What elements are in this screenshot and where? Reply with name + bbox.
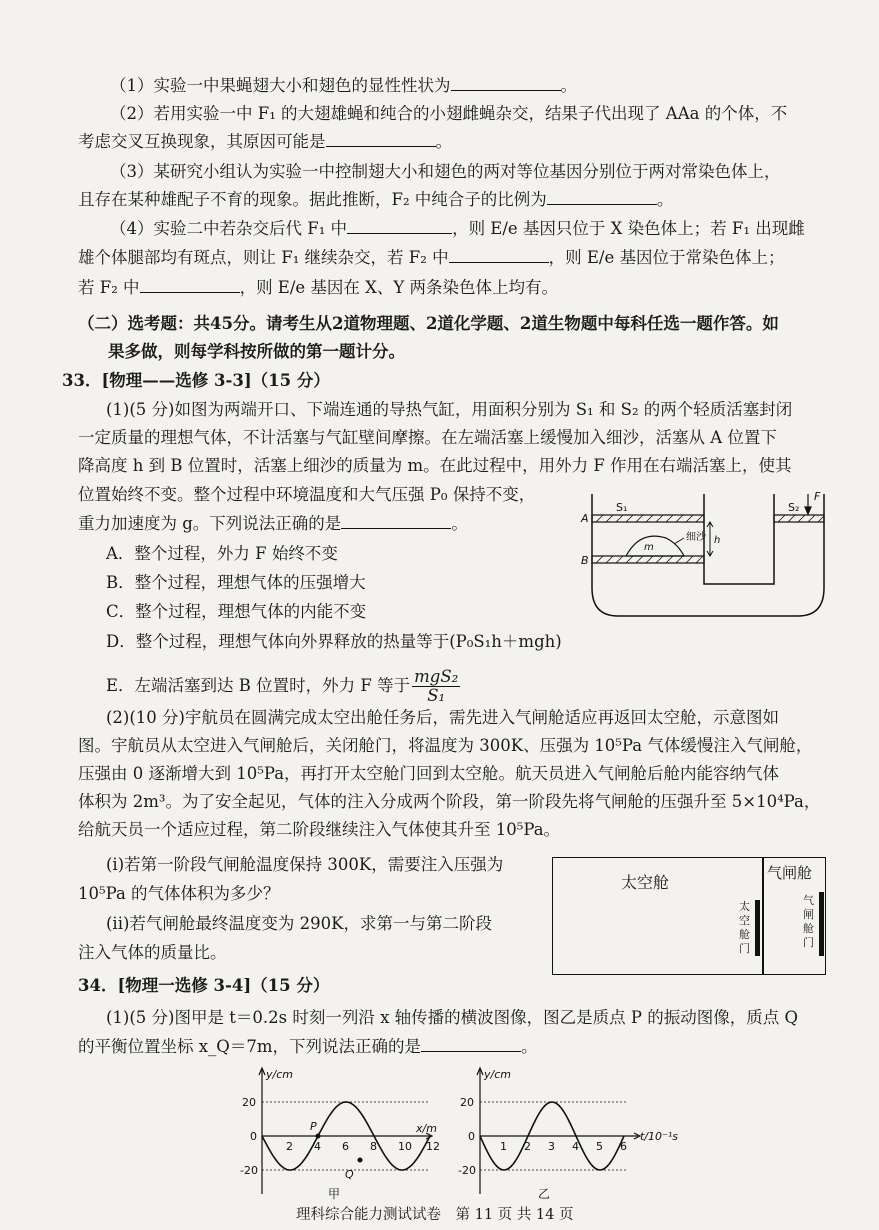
airlock-door [819, 892, 824, 956]
a-yn20: -20 [240, 1164, 258, 1177]
b-xtick-label: 6 [620, 1140, 627, 1153]
space-cabin-door [755, 900, 760, 956]
q33-p2-line3: 压强由 0 逐渐增大到 10⁵Pa，再打开太空舱门回到太空舱。航天员进入气闸舱后舱内能容纳气体 [78, 764, 780, 783]
answer-blank[interactable] [449, 246, 549, 263]
q33-p1-line1: (1)(5 分)如图为两端开口、下端连通的导热气缸，用面积分别为 S₁ 和 S₂ 的两个轻质活塞封闭 [106, 400, 793, 419]
q33-option-c: C．整个过程，理想气体的内能不变 [106, 602, 367, 621]
a-label-q: Q [345, 1168, 354, 1181]
q33-p2-ii-line2: 注入气体的质量比。 [78, 943, 227, 962]
q33-p2-i-line2: 10⁵Pa 的气体体积为多少？ [78, 884, 280, 903]
q34-title: 34．[物理一选修 3-4]（15 分） [78, 976, 330, 995]
a-y0: 0 [250, 1130, 257, 1143]
q-4-1: （1）实验一中果蝇翅大小和翅色的显性性状为 。 [110, 76, 577, 95]
answer-blank[interactable] [421, 1035, 521, 1052]
a-xlabel: x/m [416, 1122, 437, 1135]
b-ylabel: y/cm [484, 1068, 511, 1081]
q33-p2-line4: 体积为 2m³。为了安全起见，气体的注入分成两个阶段，第一阶段先将气闸舱的压强升至 5×10⁴Pa， [78, 792, 821, 811]
a-xtick-label: 6 [342, 1140, 349, 1153]
page-footer: 理科综合能力测试试卷 第 11 页 共 14 页 [296, 1207, 574, 1223]
q34-p1-line1: (1)(5 分)图甲是 t＝0.2s 时刻一列沿 x 轴传播的横波图像，图乙是质点 P 的振动图像，质点 Q [106, 1008, 798, 1027]
q33-p2-line1: (2)(10 分)宇航员在圆满完成太空出舱任务后，需先进入气闸舱适应再返回太空舱，示意图如 [106, 708, 779, 727]
sand-pile [626, 536, 684, 556]
label-s2: S₂ [788, 501, 800, 514]
q33-p2-ii-line1: (ii)若气闸舱最终温度变为 290K，求第一与第二阶段 [106, 914, 492, 933]
vibration-chart-b [458, 1064, 688, 1204]
label-a: A [581, 512, 589, 525]
q-4-4-line3: 若 F₂ 中 ，则 E/e 基因在 X、Y 两条染色体上均有。 [78, 278, 559, 297]
q33-p2-line5: 给航天员一个适应过程，第二阶段继续注入气体使其升至 10⁵Pa。 [78, 820, 561, 839]
q-4-3-line1: （3）某研究小组认为实验一中控制翅大小和翅色的两对等位基因分别位于两对常染色体上， [110, 162, 781, 181]
label-sand: 细沙 [686, 532, 706, 543]
q33-option-b: B．整个过程，理想气体的压强增大 [106, 573, 366, 592]
q33-option-e: E．左端活塞到达 B 位置时，外力 F 等于 $\frac{\text{mgS₂}}{\text{S₁}}$ [106, 667, 459, 705]
point-p [316, 1134, 321, 1139]
a-xtick-label: 12 [426, 1140, 440, 1153]
b-yn20: -20 [458, 1164, 476, 1177]
q-4-3-line2: 且存在某种雄配子不育的现象。据此推断，F₂ 中纯合子的比例为 。 [78, 190, 674, 209]
q34-p1-line2: 的平衡位置坐标 x_Q＝7m，下列说法正确的是 。 [78, 1037, 538, 1056]
space-cabin-label: 太空舱 [621, 873, 670, 892]
cylinder-figure [578, 488, 830, 623]
answer-blank[interactable] [140, 276, 240, 293]
point-q [358, 1158, 363, 1163]
cabin-divider [762, 858, 764, 974]
b-xticks [500, 1140, 627, 1153]
b-y20: 20 [460, 1096, 474, 1109]
airlock-door-label: 气闸舱门 [803, 894, 814, 949]
b-caption: 乙 [538, 1187, 551, 1201]
b-xtick-label: 4 [572, 1140, 579, 1153]
q33-p1-line4: 位置始终不变。整个过程中环境温度和大气压强 P₀ 保持不变， [78, 485, 536, 504]
answer-blank[interactable] [326, 130, 436, 147]
wave-chart-a [240, 1064, 460, 1204]
b-xlabel: t/10⁻¹s [640, 1130, 678, 1143]
answer-blank[interactable] [547, 188, 657, 205]
a-caption: 甲 [328, 1187, 341, 1201]
q-4-4-line2: 雄个体腿部均有斑点，则让 F₁ 继续杂交，若 F₂ 中 ，则 E/e 基因位于常染色体上； [78, 248, 785, 267]
a-xtick-label: 4 [314, 1140, 321, 1153]
q33-option-a: A．整个过程，外力 F 始终不变 [106, 544, 338, 563]
label-h: h [714, 535, 721, 546]
a-xtick-label: 8 [370, 1140, 377, 1153]
answer-blank[interactable] [347, 217, 452, 234]
label-s1: S₁ [616, 501, 628, 514]
q33-p1-line2: 一定质量的理想气体，不计活塞与气缸壁间摩擦。在左端活塞上缓慢加入细沙，活塞从 A 位置下 [78, 428, 777, 447]
q33-p2-i-line1: (i)若第一阶段气闸舱温度保持 300K，需要注入压强为 [106, 855, 504, 874]
answer-blank[interactable] [341, 512, 451, 529]
q33-p2-line2: 图。宇航员从太空进入气闸舱后，关闭舱门，将温度为 300K、压强为 10⁵Pa 气体缓慢注入气闸舱， [78, 736, 813, 755]
space-cabin-door-label: 太空舱门 [739, 900, 750, 955]
b-y0: 0 [468, 1130, 475, 1143]
label-f: F [814, 490, 821, 503]
q-4-2-line2: 考虑交叉互换现象，其原因可能是 。 [78, 132, 452, 151]
a-label-p: P [310, 1120, 317, 1133]
section-2-instructions: （二）选考题：共45分。请考生从2道物理题、2道化学题、2道生物题中每科任选一题作答。如 [78, 314, 779, 333]
cabin-diagram [552, 857, 826, 975]
answer-blank[interactable] [451, 74, 561, 91]
b-xtick-label: 5 [596, 1140, 603, 1153]
b-xtick-label: 3 [548, 1140, 555, 1153]
q33-option-d: D．整个过程，理想气体向外界释放的热量等于(P₀S₁h＋mgh) [106, 632, 562, 651]
q-4-2-line1: （2）若用实验一中 F₁ 的大翅雄蝇和纯合的小翅雌蝇杂交，结果子代出现了 AAa 的个体，不 [110, 104, 788, 123]
q33-p1-line5: 重力加速度为 g。下列说法正确的是 。 [78, 514, 468, 533]
a-ylabel: y/cm [266, 1068, 293, 1081]
a-xtick-label: 10 [398, 1140, 412, 1153]
b-xtick-label: 1 [500, 1140, 507, 1153]
q33-p1-line3: 降高度 h 到 B 位置时，活塞上细沙的质量为 m。在此过程中，用外力 F 作用在右端活塞上，使其 [78, 456, 792, 475]
q33-title: 33．[物理——选修 3-3]（15 分） [62, 371, 330, 390]
airlock-label: 气闸舱 [767, 864, 813, 882]
label-b: B [581, 554, 589, 567]
fraction: $\frac{\text{mgS₂}}{\text{S₁}}$ [414, 667, 459, 705]
section-2-instructions-cont: 果多做，则每学科按所做的第一题计分。 [108, 342, 405, 361]
label-m: m [644, 542, 654, 553]
a-xtick-label: 2 [286, 1140, 293, 1153]
a-y20: 20 [242, 1096, 256, 1109]
q-4-4-line1: （4）实验二中若杂交后代 F₁ 中 ，则 E/e 基因只位于 X 染色体上；若 F₁ 出现雌 [110, 219, 805, 238]
b-xtick-label: 2 [524, 1140, 531, 1153]
